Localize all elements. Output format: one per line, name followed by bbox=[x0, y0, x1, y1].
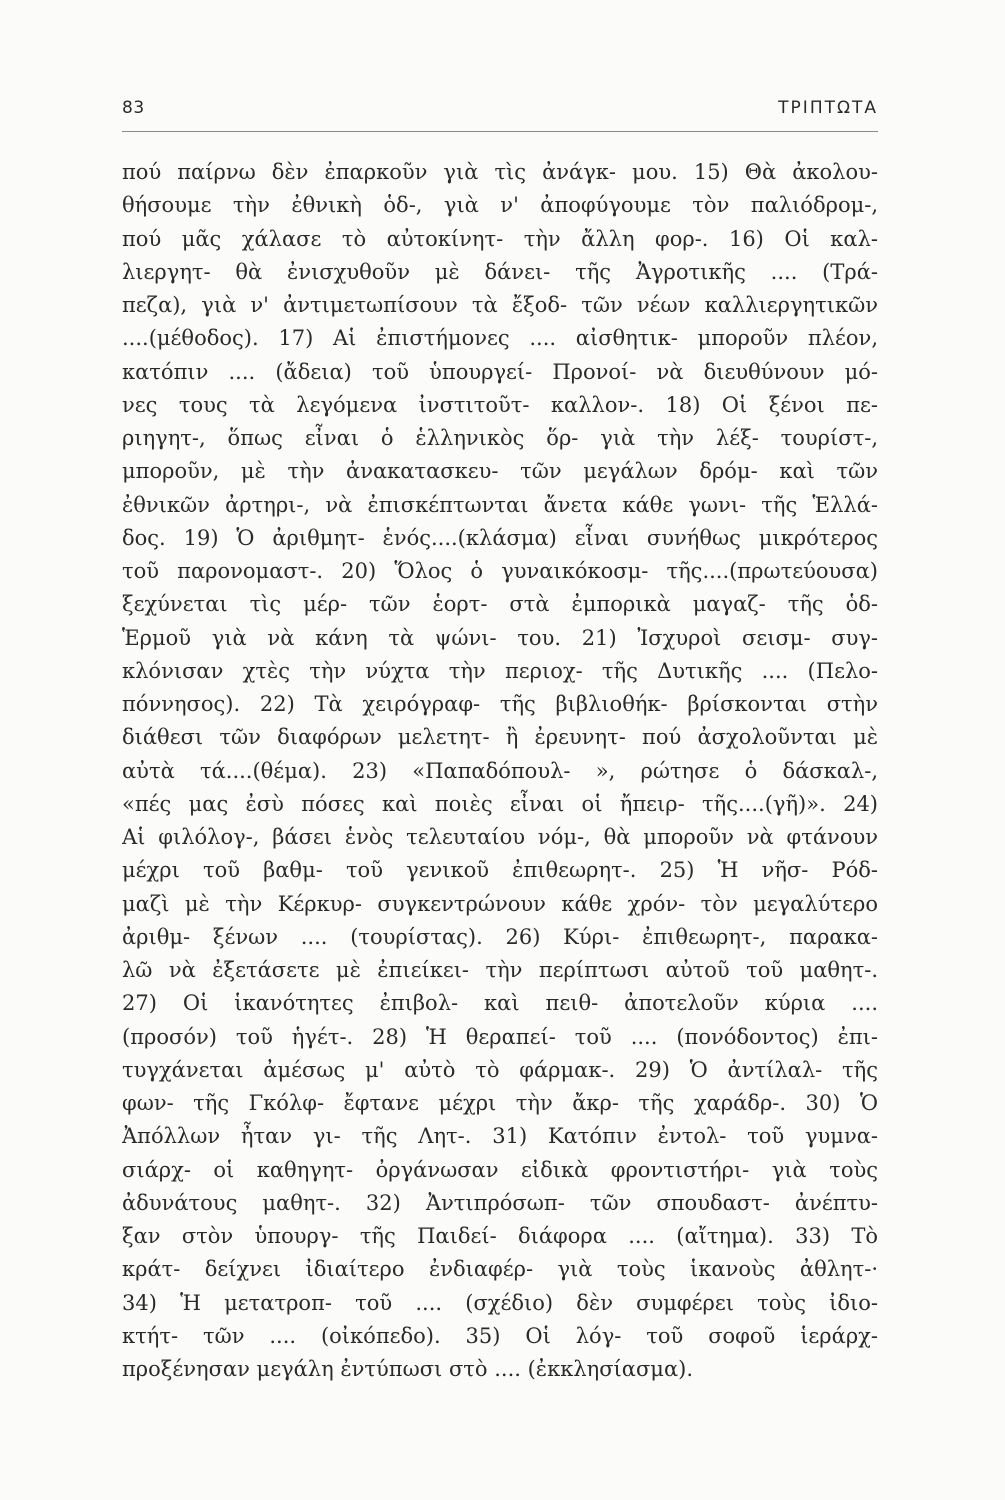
text-line: ἐθνικῶν ἀρτηρι-, νὰ ἐπισκέπτωνται ἄνετα κάθε γωνι- τῆς Ἑλλά- bbox=[122, 492, 878, 517]
text-line: ἀριθμ- ξένων .... (τουρίστας). 26) Κύρι- ἐπιθεωρητ-, παρακα- bbox=[122, 924, 878, 949]
text-line: Αἱ φιλόλογ-, βάσει ἑνὸς τελευταίου νόμ-, θὰ μποροῦν νὰ φτάνουν bbox=[122, 825, 878, 849]
text-line: σιάρχ- οἱ καθηγητ- ὀργάνωσαν εἰδικὰ φροντιστήρι- γιὰ τοὺς bbox=[122, 1157, 878, 1182]
text-line: μαζὶ μὲ τὴν Κέρκυρ- συγκεντρώνουν κάθε χρόν- τὸν μεγαλύτερο bbox=[122, 891, 878, 916]
text-line: ἀδυνάτους μαθητ-. 32) Ἀντιπρόσωπ- τῶν σπουδαστ- ἀνέπτυ- bbox=[122, 1190, 878, 1215]
text-line: (προσόν) τοῦ ἡγέτ-. 28) Ἡ θεραπεί- τοῦ .... (πονόδοντος) ἐπι- bbox=[122, 1024, 878, 1049]
text-line: 34) Ἡ μετατροπ- τοῦ .... (σχέδιο) δὲν συμφέρει τοὺς ἰδιο- bbox=[122, 1290, 878, 1315]
text-line: πού μᾶς χάλασε τὸ αὐτοκίνητ- τὴν ἄλλη φορ-. 16) Οἱ καλ- bbox=[122, 226, 878, 251]
text-line: μέχρι τοῦ βαθμ- τοῦ γενικοῦ ἐπιθεωρητ-. 25) Ἡ νῆσ- Ρόδ- bbox=[122, 858, 878, 883]
text-line: ριηγητ-, ὅπως εἶναι ὁ ἑλληνικὸς ὅρ- γιὰ τὴν λέξ- τουρίστ-, bbox=[122, 426, 878, 450]
text-line: ....(μέθοδος). 17) Αἱ ἐπιστήμονες .... αἰσθητικ- μποροῦν πλέον, bbox=[122, 326, 878, 351]
header-rule bbox=[122, 131, 878, 132]
text-line: αὐτὰ τά....(θέμα). 23) «Παπαδόπουλ- », ρώτησε ὁ δάσκαλ-, bbox=[122, 758, 878, 783]
text-line: 27) Οἱ ἱκανότητες ἐπιβολ- καὶ πειθ- ἀποτελοῦν κύρια .... bbox=[122, 991, 878, 1016]
text-line: κράτ- δείχνει ἰδιαίτερο ἐνδιαφέρ- γιὰ τοὺς ἱκανοὺς ἀθλητ-· bbox=[122, 1257, 878, 1282]
text-line: νες τους τὰ λεγόμενα ἰνστιτοῦτ- καλλον-. 18) Οἱ ξένοι πε- bbox=[122, 392, 878, 417]
text-line: τυγχάνεται ἀμέσως μ' αὐτὸ τὸ φάρμακ-. 29) Ὁ ἀντίλαλ- τῆς bbox=[122, 1057, 878, 1082]
text-line: προξένησαν μεγάλη ἐντύπωσι στὸ .... (ἐκκλησίασμα). bbox=[122, 1357, 693, 1381]
text-line: λῶ νὰ ἐξετάσετε μὲ ἐπιείκει- τὴν περίπτωσι αὐτοῦ τοῦ μαθητ-. bbox=[122, 958, 878, 982]
text-line: τοῦ παρονομαστ-. 20) Ὅλος ὁ γυναικόκοσμ- τῆς....(πρωτεύουσα) bbox=[122, 559, 878, 583]
text-line: κλόνισαν χτὲς τὴν νύχτα τὴν περιοχ- τῆς Δυτικῆς .... (Πελο- bbox=[122, 658, 878, 683]
text-line: Ἑρμοῦ γιὰ νὰ κάνη τὰ ψώνι- του. 21) Ἰσχυροὶ σεισμ- συγ- bbox=[122, 625, 878, 650]
text-line: πού παίρνω δὲν ἐπαρκοῦν γιὰ τὶς ἀνάγκ- μου. 15) Θὰ ἀκολου- bbox=[122, 160, 878, 184]
text-line: λιεργητ- θὰ ἐνισχυθοῦν μὲ δάνει- τῆς Ἀγροτικῆς .... (Τρά- bbox=[122, 259, 878, 284]
running-title: ΤΡΙΠΤΩΤΑ bbox=[778, 98, 878, 118]
page-number: 83 bbox=[122, 98, 145, 118]
text-line: μποροῦν, μὲ τὴν ἀνακατασκευ- τῶν μεγάλων δρόμ- καὶ τῶν bbox=[122, 459, 878, 484]
text-line: δος. 19) Ὁ ἀριθμητ- ἑνός....(κλάσμα) εἶναι συνήθως μικρότερος bbox=[122, 525, 878, 550]
text-line: πεζα), γιὰ ν' ἀντιμετωπίσουν τὰ ἔξοδ- τῶν νέων καλλιεργητικῶν bbox=[122, 293, 878, 317]
text-line: πόννησος). 22) Τὰ χειρόγραφ- τῆς βιβλιοθήκ- βρίσκονται στὴν bbox=[122, 692, 878, 716]
text-line: κτήτ- τῶν .... (οἰκόπεδο). 35) Οἱ λόγ- τοῦ σοφοῦ ἱεράρχ- bbox=[122, 1323, 878, 1348]
running-head bbox=[122, 98, 878, 126]
text-line: φων- τῆς Γκόλφ- ἔφτανε μέχρι τὴν ἄκρ- τῆς χαράδρ-. 30) Ὁ bbox=[122, 1091, 878, 1115]
text-line: θήσουμε τὴν ἐθνικὴ ὁδ-, γιὰ ν' ἀποφύγουμε τὸν παλιόδρομ-, bbox=[122, 193, 878, 218]
text-line: «πές μας ἐσὺ πόσες καὶ ποιὲς εἶναι οἱ ἤπειρ- τῆς....(γῆ)». 24) bbox=[122, 791, 878, 816]
body-text bbox=[122, 156, 878, 1386]
text-line: Ἀπόλλων ἦταν γι- τῆς Λητ-. 31) Κατόπιν ἐντολ- τοῦ γυμνα- bbox=[122, 1124, 878, 1149]
text-line: ξεχύνεται τὶς μέρ- τῶν ἑορτ- στὰ ἐμπορικὰ μαγαζ- τῆς ὁδ- bbox=[122, 592, 878, 617]
text-line: κατόπιν .... (ἄδεια) τοῦ ὑπουργεί- Προνοί- νὰ διευθύνουν μό- bbox=[122, 359, 878, 384]
text-line: ξαν στὸν ὑπουργ- τῆς Παιδεί- διάφορα .... (αἴτημα). 33) Τὸ bbox=[122, 1224, 878, 1248]
text-line: διάθεσι τῶν διαφόρων μελετητ- ἢ ἐρευνητ- πού ἀσχολοῦνται μὲ bbox=[122, 725, 878, 750]
